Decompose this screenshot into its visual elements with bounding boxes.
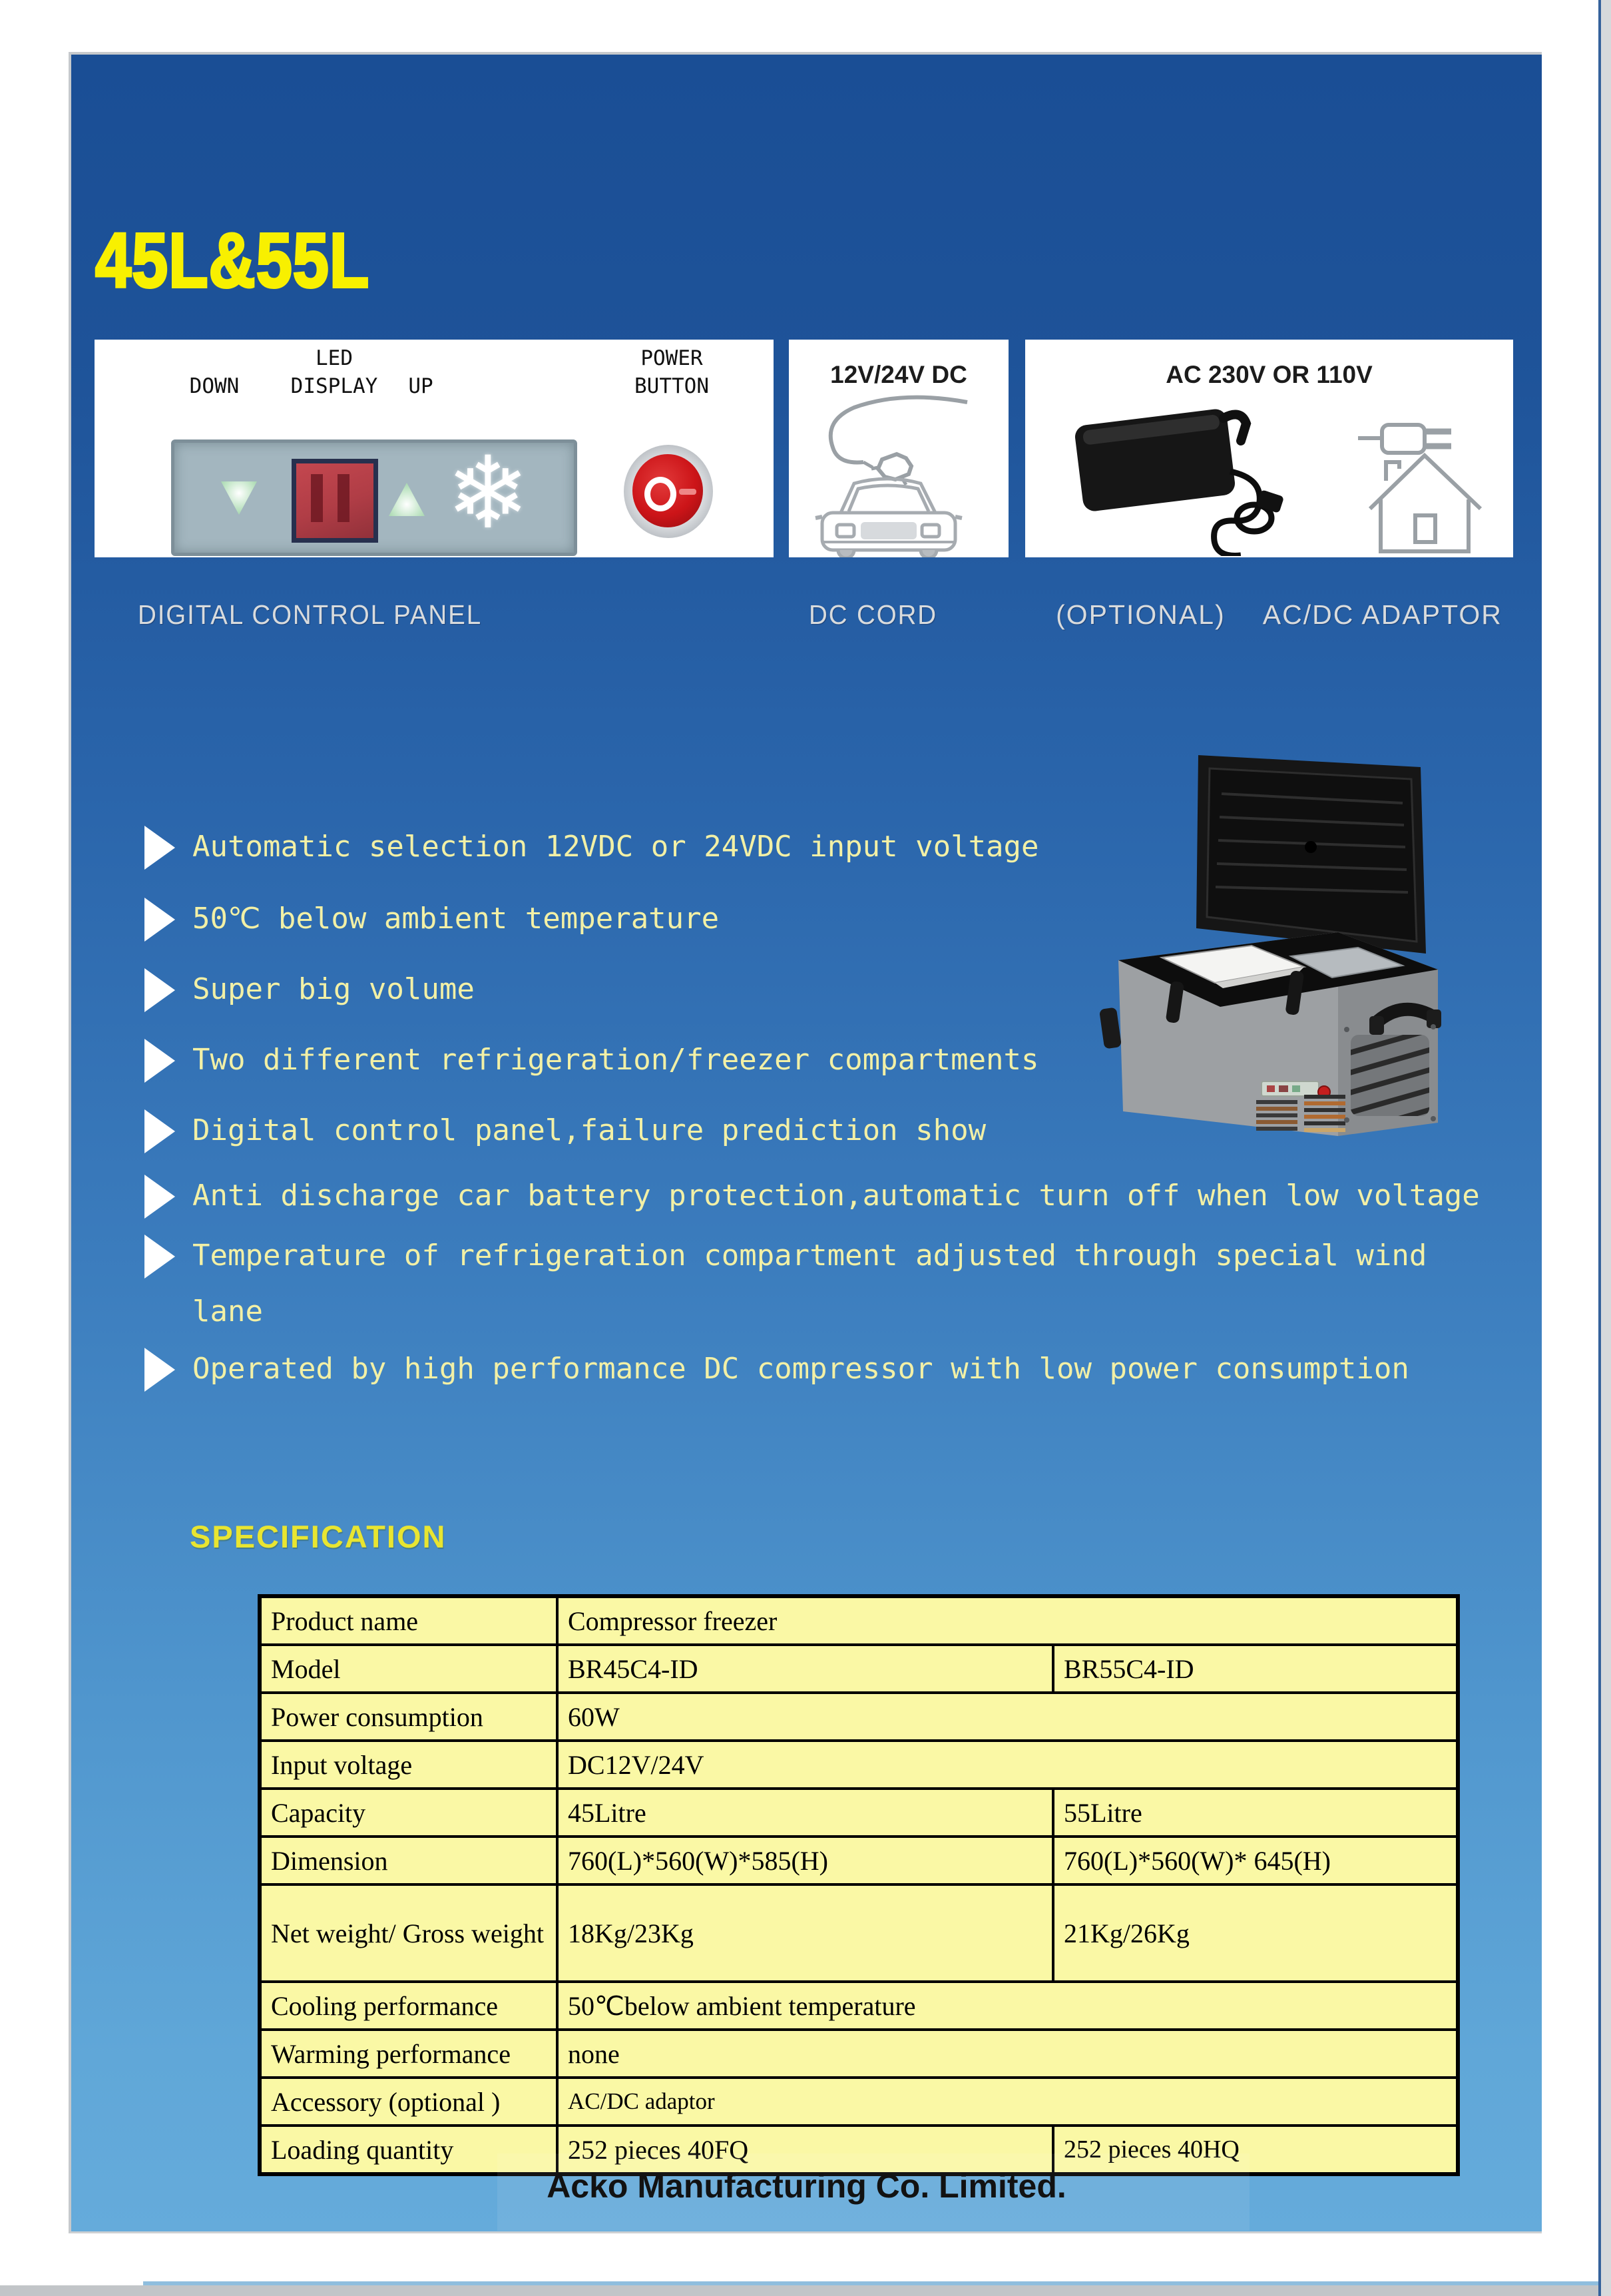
bullet-arrow-icon (144, 898, 175, 942)
bullet-arrow-icon (144, 1348, 175, 1392)
bullet-arrow-icon (144, 1109, 175, 1153)
up-arrow-icon (389, 483, 425, 516)
spec-value-45l: 252 pieces 40FQ (557, 2126, 1053, 2174)
power-dash-mark-icon (679, 489, 696, 495)
spec-row (260, 1645, 1458, 1693)
dc-cord-drawing (789, 393, 1009, 557)
spec-value-55l: 55Litre (1053, 1789, 1458, 1837)
down-label: DOWN (189, 374, 240, 398)
spec-row (260, 2078, 1458, 2126)
spec-value: none (557, 2030, 1458, 2078)
bullet-arrow-icon (144, 968, 175, 1012)
display-label: DISPLAY (290, 374, 378, 398)
power-button-red-cap (632, 454, 703, 527)
spec-value-45l: 45Litre (557, 1789, 1053, 1837)
scan-right-edge (1598, 0, 1611, 2296)
spec-value-45l: BR45C4-ID (557, 1645, 1053, 1693)
spec-value: 60W (557, 1693, 1458, 1741)
plug-icon (1358, 425, 1451, 453)
control-panel-caption: DIGITAL CONTROL PANEL (138, 599, 483, 630)
spec-row (260, 1837, 1458, 1884)
feature-text: Two different refrigeration/freezer compartments (192, 1043, 1039, 1077)
spec-row (260, 2030, 1458, 2078)
scan-bottom-edge (0, 2285, 1611, 2296)
feature-text: Digital control panel,failure prediction show (192, 1113, 987, 1147)
feature-item (144, 1103, 1507, 1159)
feature-item (144, 1228, 1507, 1340)
down-arrow-icon (221, 481, 257, 515)
spec-row (260, 1982, 1458, 2030)
spec-label: Product name (260, 1596, 557, 1645)
feature-text: Anti discharge car battery protection,automatic turn off when low voltage (192, 1179, 1480, 1213)
dc-voltage-label: 12V/24V DC (830, 361, 967, 388)
snowflake-icon: ❄ (446, 435, 530, 551)
spec-label: Capacity (260, 1789, 557, 1837)
feature-item (144, 891, 1507, 947)
dc-cord-figure (789, 340, 1009, 557)
spec-label: Accessory (optional ) (260, 2078, 557, 2126)
car-icon (815, 479, 962, 557)
up-label: UP (408, 374, 433, 398)
feature-item (144, 1168, 1507, 1224)
dc-cord-icon (831, 398, 967, 485)
optional-caption-text: (OPTIONAL) (1056, 599, 1226, 630)
bullet-arrow-icon (144, 1235, 175, 1279)
button-label: BUTTON (634, 374, 709, 398)
spec-row (260, 1741, 1458, 1789)
spec-label: Power consumption (260, 1693, 557, 1741)
spec-value: DC12V/24V (557, 1741, 1458, 1789)
spec-value: Compressor freezer (557, 1596, 1458, 1645)
spec-value-45l: 18Kg/23Kg (557, 1884, 1053, 1982)
spec-value: AC/DC adaptor (557, 2078, 1458, 2126)
specification-heading: SPECIFICATION (190, 1519, 447, 1554)
spec-label: Model (260, 1645, 557, 1693)
power-o-mark-icon (644, 477, 676, 511)
spec-value-55l: 760(L)*560(W)* 645(H) (1053, 1837, 1458, 1884)
ac-adaptor-drawing (1025, 392, 1513, 556)
brochure-panel (69, 52, 1542, 2233)
feature-text: Operated by high performance DC compressor with low power consumption (192, 1352, 1409, 1386)
ac-adaptor-image (1074, 408, 1284, 555)
spec-row (260, 1596, 1458, 1645)
bullet-arrow-icon (144, 1039, 175, 1083)
ac-adaptor-caption (1035, 599, 1523, 631)
house-icon (1370, 455, 1481, 551)
ac-adaptor-figure (1025, 340, 1513, 557)
spec-value-45l: 760(L)*560(W)*585(H) (557, 1837, 1053, 1884)
spec-label: Cooling performance (260, 1982, 557, 2030)
feature-text: 50℃ below ambient temperature (192, 902, 720, 936)
feature-text: Automatic selection 12VDC or 24VDC input voltage (192, 830, 1039, 864)
feature-item (144, 819, 1507, 875)
spec-row (260, 1789, 1458, 1837)
spec-label: Warming performance (260, 2030, 557, 2078)
led-label: LED (316, 346, 353, 370)
spec-label: Net weight/ Gross weight (260, 1884, 557, 1982)
power-button (624, 445, 713, 538)
ac-adaptor-caption-text: AC/DC ADAPTOR (1262, 599, 1502, 630)
feature-item (144, 1032, 1507, 1088)
feature-text: Temperature of refrigeration compartment adjusted through special wind lane (192, 1239, 1427, 1328)
specification-table (258, 1594, 1460, 2176)
spec-value-55l: 21Kg/26Kg (1053, 1884, 1458, 1982)
spec-label: Loading quantity (260, 2126, 557, 2174)
spec-row (260, 1884, 1458, 1982)
ac-voltage-label: AC 230V OR 110V (1166, 361, 1373, 388)
spec-label: Input voltage (260, 1741, 557, 1789)
feature-item (144, 1341, 1507, 1397)
footer-company: Acko Manufacturing Co. Limited. (547, 2167, 1066, 2205)
spec-label: Dimension (260, 1837, 557, 1884)
control-panel-figure (95, 340, 774, 557)
page-title: 45L&55L (95, 217, 370, 304)
bullet-arrow-icon (144, 1175, 175, 1219)
feature-item (144, 962, 1507, 1017)
dc-cord-caption: DC CORD (809, 599, 938, 630)
feature-text: Super big volume (192, 972, 475, 1006)
power-label: POWER (640, 346, 703, 370)
spec-value: 50℃below ambient temperature (557, 1982, 1458, 2030)
control-panel-drawing (171, 435, 577, 556)
spec-row (260, 1693, 1458, 1741)
spec-value-55l: BR55C4-ID (1053, 1645, 1458, 1693)
led-display (292, 459, 378, 543)
spec-value-55l: 252 pieces 40HQ (1053, 2126, 1458, 2174)
bullet-arrow-icon (144, 826, 175, 870)
